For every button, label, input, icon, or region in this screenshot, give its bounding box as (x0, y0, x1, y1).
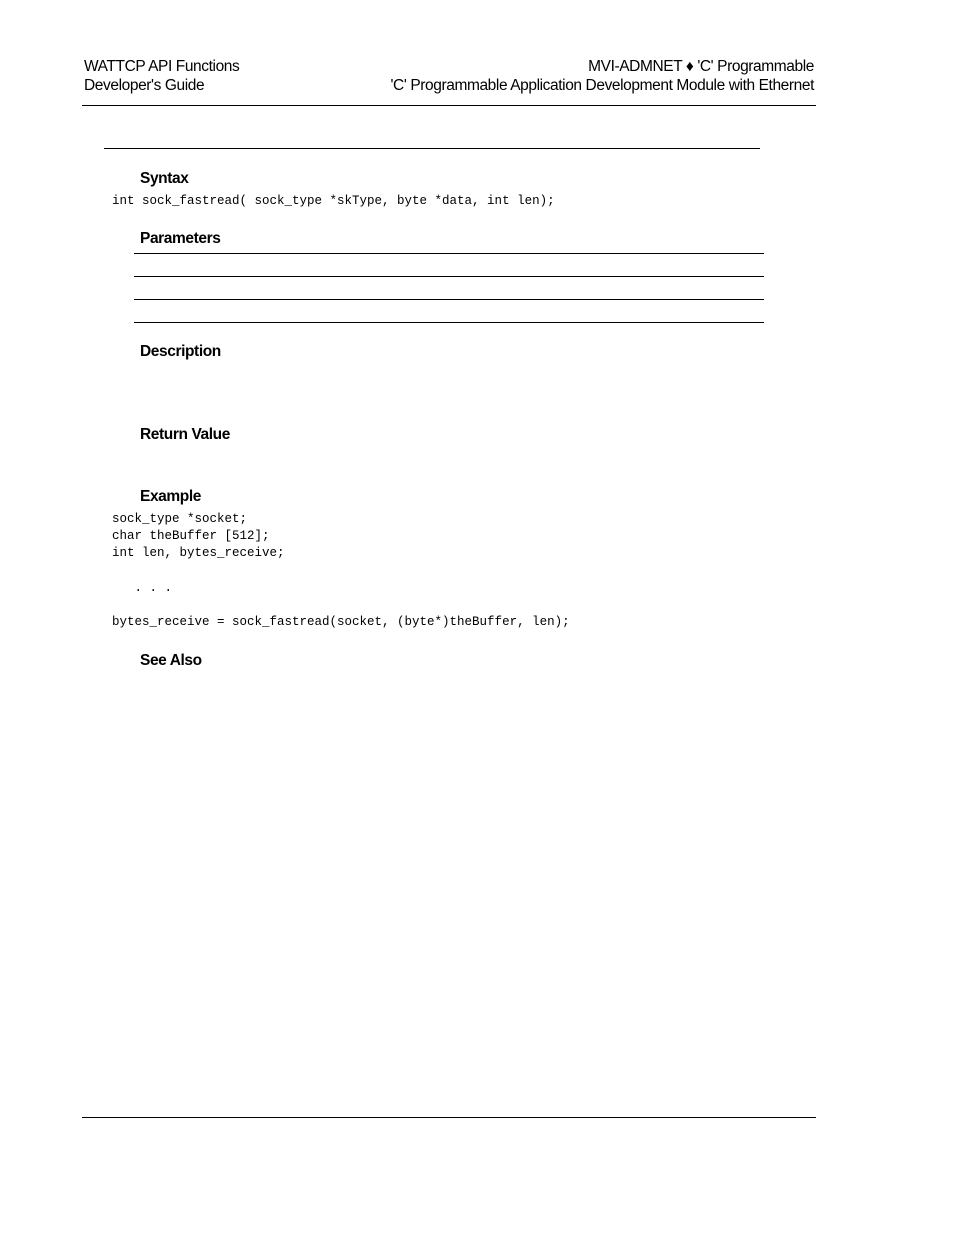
page-header-right (391, 57, 815, 95)
function-title-divider (104, 148, 760, 149)
parameters-table-rule (134, 253, 764, 254)
description-heading: Description (140, 343, 221, 360)
header-guide-title: Developer's Guide (84, 77, 205, 94)
header-divider (82, 105, 816, 106)
example-heading: Example (140, 488, 201, 505)
parameters-table-rule (134, 322, 764, 323)
footer-divider (82, 1117, 816, 1118)
header-product-title: MVI-ADMNET ♦ 'C' Programmable (588, 58, 814, 75)
syntax-heading: Syntax (140, 170, 189, 187)
see-also-heading: See Also (140, 652, 202, 669)
example-code: sock_type *socket; char theBuffer [512]; int len, bytes_receive; . . . bytes_receive = sock_fastread(socket, (byte*)theBuffer, len); (112, 512, 570, 630)
parameters-table-rule (134, 299, 764, 300)
header-product-subtitle: 'C' Programmable Application Development Module with Ethernet (390, 77, 814, 94)
parameters-table-rule (134, 276, 764, 277)
return-value-heading: Return Value (140, 426, 230, 443)
page-header-left (84, 57, 239, 95)
syntax-code: int sock_fastread( sock_type *skType, byte *data, int len); (112, 194, 555, 208)
parameters-heading: Parameters (140, 230, 221, 247)
header-section-title: WATTCP API Functions (84, 58, 240, 75)
